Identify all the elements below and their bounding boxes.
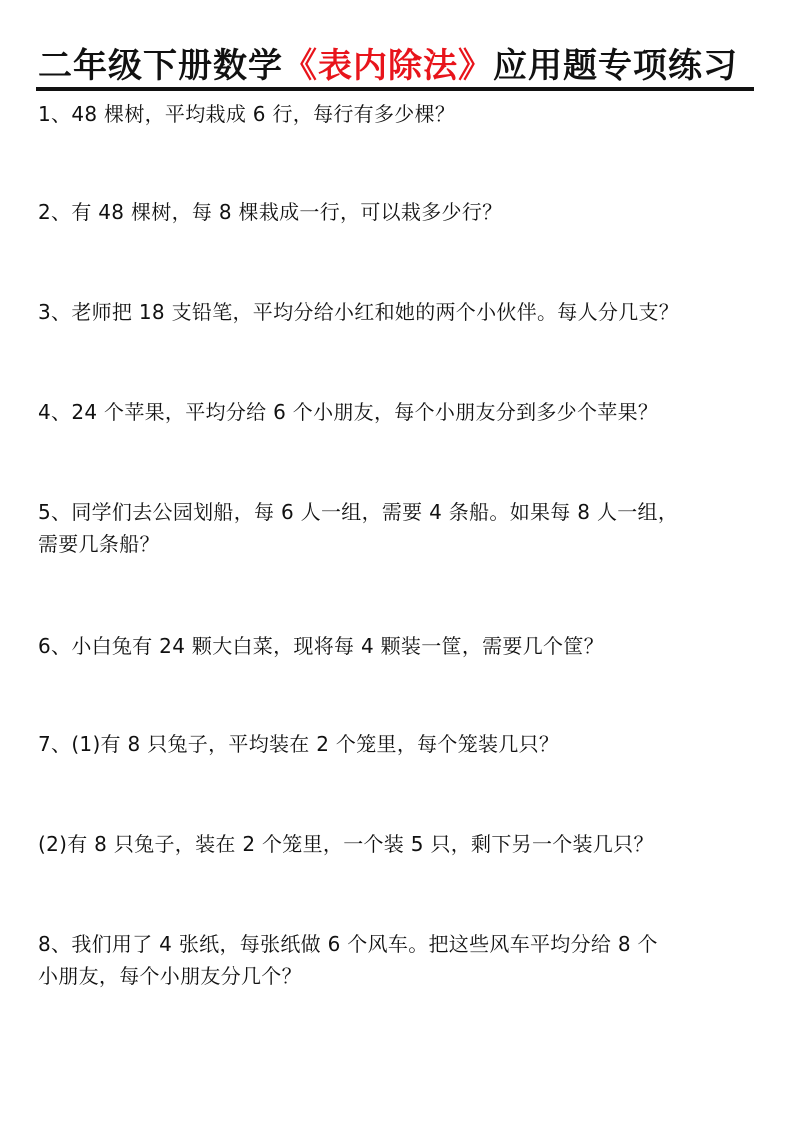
question-line: 3、老师把 18 支铅笔，平均分给小红和她的两个小伙伴。每人分几支？ — [38, 300, 680, 324]
question-1 — [38, 98, 758, 130]
question-line: 8、我们用了 4 张纸，每张纸做 6 个风车。把这些风车平均分给 8 个 — [38, 932, 658, 956]
title-unit: 《表内除法》 — [283, 46, 493, 86]
question-7-part-2 — [38, 828, 758, 860]
question-line: 2、有 48 棵树，每 8 棵栽成一行，可以栽多少行？ — [38, 200, 503, 224]
question-line: 7、(1)有 8 只兔子，平均装在 2 个笼里，每个笼装几只？ — [38, 732, 560, 756]
question-7 — [38, 728, 758, 760]
question-3 — [38, 296, 758, 328]
question-line: 4、24 个苹果，平均分给 6 个小朋友，每个小朋友分到多少个苹果？ — [38, 400, 659, 424]
question-line: 小朋友，每个小朋友分几个？ — [38, 964, 302, 988]
title-underline — [36, 87, 754, 91]
question-6 — [38, 630, 758, 662]
page-title — [38, 44, 758, 88]
question-5 — [38, 496, 758, 560]
question-line: 1、48 棵树，平均栽成 6 行，每行有多少棵？ — [38, 102, 456, 126]
question-2 — [38, 196, 758, 228]
question-line: 6、小白兔有 24 颗大白菜，现将每 4 颗装一筐，需要几个筐？ — [38, 634, 604, 658]
title-grade: 二年级下册数学 — [38, 46, 283, 86]
question-line: (2)有 8 只兔子，装在 2 个笼里，一个装 5 只，剩下另一个装几只？ — [38, 832, 654, 856]
question-8 — [38, 928, 758, 992]
question-line: 5、同学们去公园划船，每 6 人一组，需要 4 条船。如果每 8 人一组， — [38, 500, 679, 524]
title-topic: 应用题专项练习 — [493, 46, 738, 86]
question-4 — [38, 396, 758, 428]
question-line: 需要几条船？ — [38, 532, 160, 556]
